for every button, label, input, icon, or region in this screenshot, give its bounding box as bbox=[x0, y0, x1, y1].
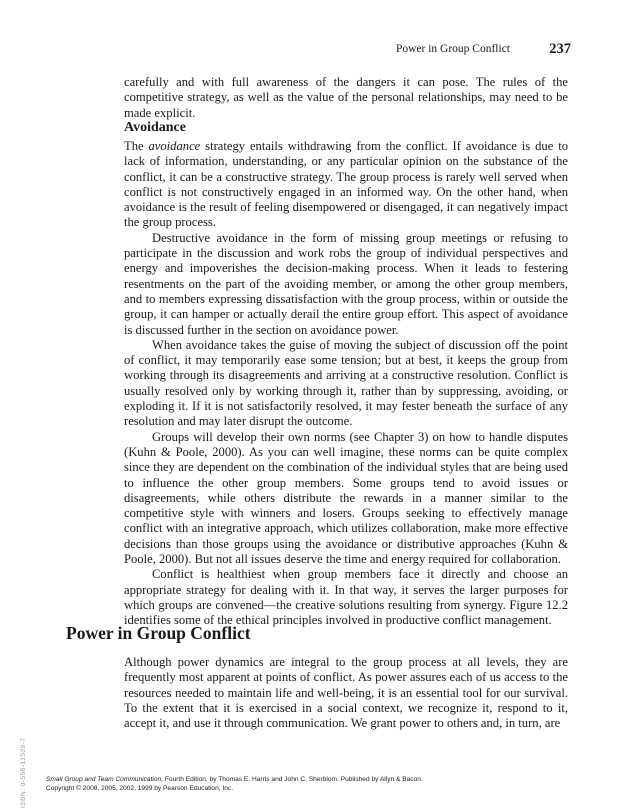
subsection-heading-avoidance: Avoidance bbox=[124, 120, 186, 135]
footer-line-1 bbox=[46, 775, 586, 784]
paragraph: Groups will develop their own norms (see Chapter 3) on how to handle disputes (Kuhn & Poole, 2000). As you can well imagine, these norms can be quite complex since they are dependent on the combination of the individual styles that are being used to influence the other group members. Some groups tend to avoid issues or disagreements, while others distribute the rewards in a manner similar to the competitive style with winners and losers. Groups seeking to effectively manage conflict with an integrative approach, which utilizes collaboration, make more effective decisions than those groups using the avoidance or distributive approaches (Kuhn & Poole, 2000). But not all issues deserve the time and energy required for collaboration. bbox=[124, 429, 568, 567]
avoidance-body bbox=[124, 139, 568, 629]
footer-line-1-rest: Fourth Edition, by Thomas E. Harris and John C. Sherblom. Published by Allyn & Bacon. bbox=[163, 776, 423, 783]
paragraph: Although power dynamics are integral to the group process at all levels, they are frequently most apparent at points of conflict. As power assures each of us access to the resources needed to maintain life and well-being, it is an essential tool for our survival. To the extent that it is exercised in a social context, we recognize it, respond to it, accept it, and use it through communication. We grant power to others and, in turn, are bbox=[124, 655, 568, 731]
power-section-body bbox=[124, 655, 568, 731]
paragraph bbox=[124, 139, 568, 231]
paragraph-lead: The bbox=[124, 139, 149, 153]
paragraph-rest: strategy entails withdrawing from the conflict. If avoidance is due to lack of information, understanding, or any particular opinion on the substance of the conflict, it can be a constructive strategy. The group process is rarely well served when conflict is not constructively engaged in an informed way. On the other hand, when avoidance is the result of feeling disempowered or disengaged, it can negatively impact the group process. bbox=[124, 139, 568, 230]
page-number: 237 bbox=[549, 41, 571, 57]
running-head bbox=[0, 41, 617, 59]
footer-line-2: Copyright © 2008, 2005, 2002, 1999 by Pearson Education, Inc. bbox=[46, 785, 234, 792]
footer-book-title: Small Group and Team Communication, bbox=[46, 776, 164, 783]
running-title: Power in Group Conflict bbox=[395, 43, 510, 55]
paragraph: Destructive avoidance in the form of missing group meetings or refusing to participate in the discussion and work robs the group of individual perspectives and energy and impoverishes the decision-making process. When it leads to festering resentments on the part of the avoiding member, or among the other group members, and to members expressing dissatisfaction with the group process, within or outside the group, it can hamper or actually derail the entire group effort. This aspect of avoidance is discussed further in the section on avoidance power. bbox=[124, 230, 568, 337]
paragraph: When avoidance takes the guise of moving the subject of discussion off the point of conflict, it may temporarily ease some tension; but at best, it keeps the group from working through its disagreements and arriving at a constructive resolution. Conflict is usually resolved only by working through it, rather than by suppressing, avoiding, or exploding it. If it is not satisfactorily resolved, it may fester beneath the surface of any resolution and may later disrupt the outcome. bbox=[124, 337, 568, 429]
copyright-footer bbox=[46, 775, 586, 793]
isbn-margin-note bbox=[20, 690, 34, 810]
section-heading-power: Power in Group Conflict bbox=[66, 623, 251, 643]
paragraph: Conflict is healthiest when group members face it directly and choose an appropriate strategy for dealing with it. In that way, it serves the larger purposes for which groups are convened—the creative solutions resulting from synergy. Figure 12.2 identifies some of the ethical principles involved in productive conflict management. bbox=[124, 567, 568, 628]
key-term: avoidance bbox=[148, 139, 201, 153]
isbn-text: ISBN: 0-558-11539-7 bbox=[20, 737, 27, 808]
continuation-text bbox=[124, 75, 568, 121]
paragraph: carefully and with full awareness of the dangers it can pose. The rules of the competitive strategy, as well as the value of the personal relationships, may need to be made explicit. bbox=[124, 75, 568, 120]
